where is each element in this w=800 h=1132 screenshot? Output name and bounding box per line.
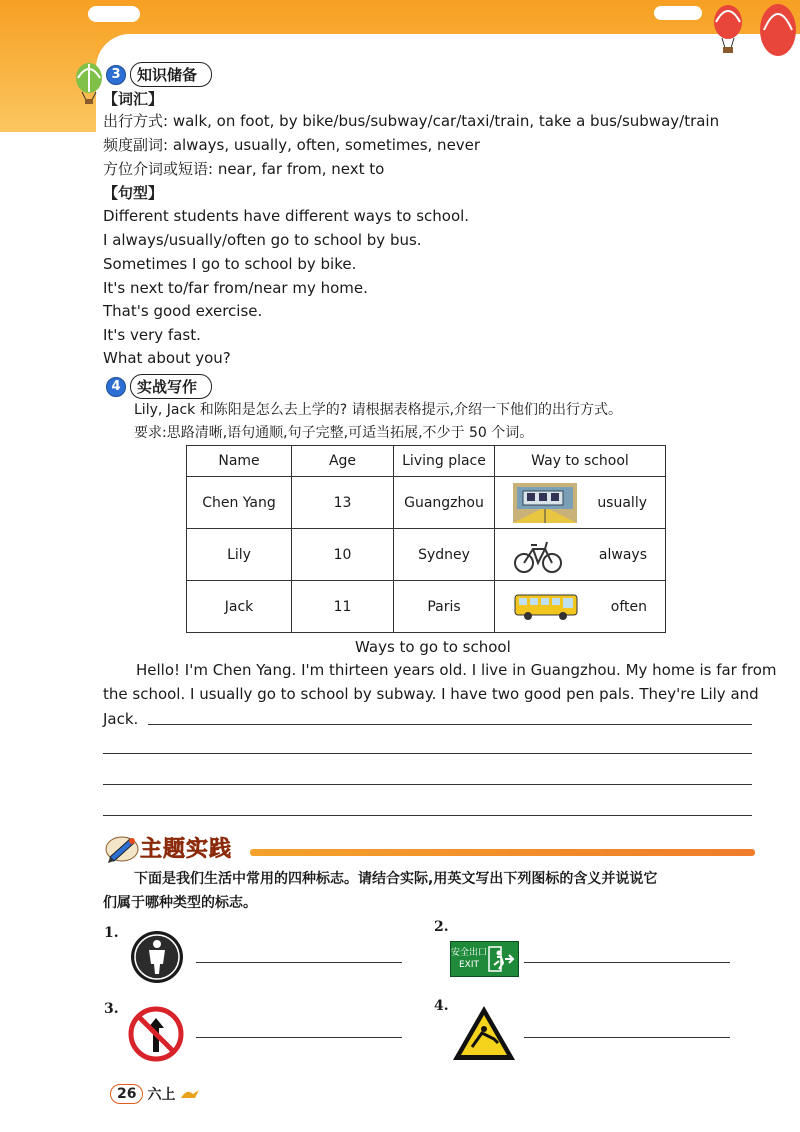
patterns-header: 【句型】 <box>103 184 164 202</box>
balloons-icon <box>708 2 800 60</box>
exit-sign-icon <box>450 941 519 977</box>
table-cell-way <box>495 529 666 581</box>
table-header: Living place <box>394 446 495 477</box>
table-row <box>187 581 666 633</box>
answer-line[interactable] <box>103 753 752 754</box>
caution-sign-icon <box>450 1003 518 1063</box>
answer-line[interactable] <box>103 815 752 816</box>
frequency: usually <box>597 494 647 511</box>
table-caption: Ways to go to school <box>355 638 511 656</box>
bus-icon <box>513 591 581 623</box>
subway-icon <box>513 483 577 523</box>
sign-number: 1. <box>104 925 119 941</box>
pattern-line: It's next to/far from/near my home. <box>103 279 368 297</box>
theme-instruction: 们属于哪种类型的标志。 <box>103 895 257 911</box>
table-cell-way <box>495 581 666 633</box>
table-row <box>187 529 666 581</box>
exit-cn: 安全出口 <box>451 948 488 958</box>
table-cell-age: 13 <box>292 477 394 529</box>
section-4-header <box>106 374 212 399</box>
writing-instruction: Lily, Jack 和陈阳是怎么去上学的? 请根据表格提示,介绍一下他们的出行方式。 <box>134 402 623 418</box>
table-cell-age: 11 <box>292 581 394 633</box>
ways-table <box>186 445 666 633</box>
page-number: 26 <box>110 1084 143 1104</box>
pattern-line: I always/usually/often go to school by bus. <box>103 231 422 249</box>
table-cell-age: 10 <box>292 529 394 581</box>
answer-line[interactable] <box>103 784 752 785</box>
table-cell-name: Jack <box>187 581 292 633</box>
pattern-line: It's very fast. <box>103 326 201 344</box>
table-cell-name: Lily <box>187 529 292 581</box>
sign-number: 3. <box>104 1001 119 1017</box>
section-title: 实战写作 <box>130 374 212 399</box>
no-straight-sign-icon <box>128 1006 184 1062</box>
pattern-line: That's good exercise. <box>103 302 263 320</box>
pencil-icon <box>104 833 140 863</box>
table-header-row <box>187 446 666 477</box>
pattern-line: What about you? <box>103 349 231 367</box>
vocab-line: 方位介词或短语: near, far from, next to <box>103 160 385 178</box>
pattern-line: Sometimes I go to school by bike. <box>103 255 357 273</box>
passage-line: the school. I usually go to school by subway. I have two good pen pals. They're Lily and <box>103 685 759 703</box>
passage-line: Hello! I'm Chen Yang. I'm thirteen years old. I live in Guangzhou. My home is far from <box>136 661 777 679</box>
writing-requirement: 要求:思路清晰,语句通顺,句子完整,可适当拓展,不少于 50 个词。 <box>134 425 534 441</box>
answer-line[interactable] <box>196 1037 402 1038</box>
frequency: always <box>598 546 647 563</box>
bike-icon <box>513 535 563 575</box>
answer-line[interactable] <box>148 724 752 725</box>
grade-label: 六上 <box>147 1087 176 1103</box>
table-header: Age <box>292 446 394 477</box>
theme-header <box>104 832 232 863</box>
answer-line[interactable] <box>524 1037 730 1038</box>
sign-number: 2. <box>434 919 449 935</box>
section-title: 知识储备 <box>130 62 212 87</box>
section-number: 4 <box>106 377 126 397</box>
frequency: often <box>610 598 647 615</box>
vocab-header: 【词汇】 <box>103 90 164 108</box>
cloud-icon <box>654 6 702 20</box>
table-cell-place: Paris <box>394 581 495 633</box>
table-cell-place: Sydney <box>394 529 495 581</box>
bird-icon <box>179 1086 201 1102</box>
table-cell-way <box>495 477 666 529</box>
pattern-line: Different students have different ways to school. <box>103 207 470 225</box>
table-header: Way to school <box>495 446 666 477</box>
running-exit-icon <box>487 945 515 973</box>
sign-number: 4. <box>434 998 449 1014</box>
page-footer <box>110 1084 201 1104</box>
section-number: 3 <box>106 65 126 85</box>
vocab-line: 频度副词: always, usually, often, sometimes, never <box>103 136 481 154</box>
exit-en: EXIT <box>458 960 479 970</box>
section-3-header <box>106 62 212 87</box>
table-row <box>187 477 666 529</box>
cloud-icon <box>88 6 140 22</box>
passage-line: Jack. <box>103 710 139 728</box>
vocab-line: 出行方式: walk, on foot, by bike/bus/subway/car/taxi/train, take a bus/subway/train <box>103 112 720 130</box>
answer-line[interactable] <box>524 962 730 963</box>
table-header: Name <box>187 446 292 477</box>
theme-bar <box>250 849 755 856</box>
answer-line[interactable] <box>196 962 402 963</box>
walk-person-sign-icon <box>130 930 184 984</box>
theme-title: 主题实践 <box>140 837 233 862</box>
balloon-icon <box>72 62 106 106</box>
theme-instruction: 下面是我们生活中常用的四种标志。请结合实际,用英文写出下列图标的含义并说说它 <box>134 871 658 887</box>
table-cell-name: Chen Yang <box>187 477 292 529</box>
table-cell-place: Guangzhou <box>394 477 495 529</box>
